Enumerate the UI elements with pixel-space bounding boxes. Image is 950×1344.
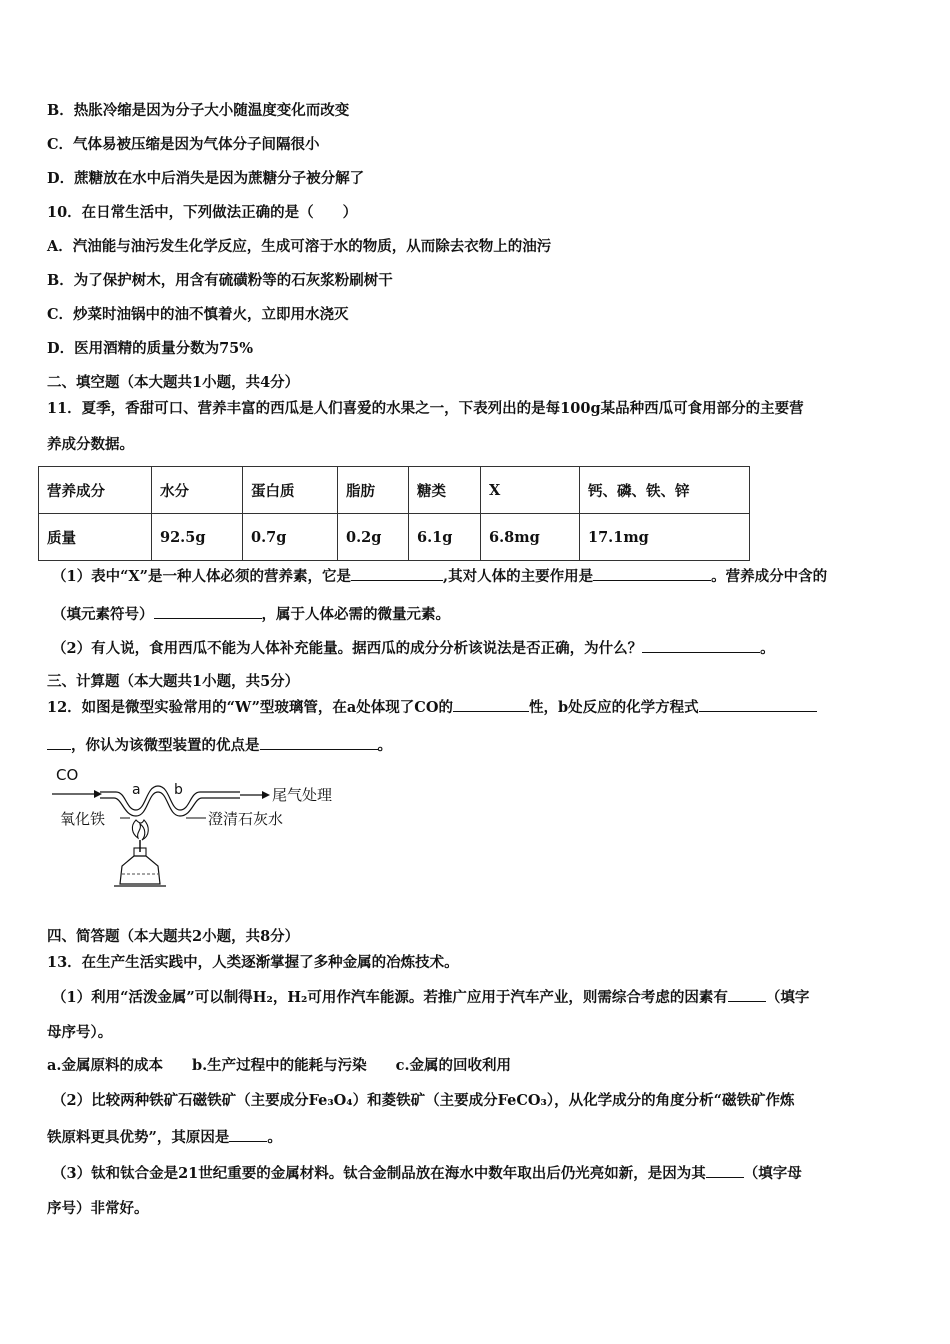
q13-part3-line1: （3）钛和钛合金是21世纪重要的金属材料。钛合金制品放在海水中数年取出后仍光亮如新，是因为其 （填字母 xyxy=(52,1165,802,1182)
label-b: b xyxy=(174,782,183,798)
q10-option-c: C．炒菜时油锅中的油不慎着火，立即用水浇灭 xyxy=(47,306,349,323)
iron-oxide-label: 氧化铁 xyxy=(60,810,106,828)
answer-blank[interactable] xyxy=(351,566,443,581)
outlet-arrowhead-icon xyxy=(262,791,270,799)
exhaust-label: 尾气处理 xyxy=(272,786,333,804)
q10-option-a: A．汽油能与油污发生化学反应，生成可溶于水的物质，从而除去衣物上的油污 xyxy=(47,238,552,255)
table-cell: 92.5g xyxy=(152,514,243,561)
answer-blank[interactable] xyxy=(642,638,760,653)
table-cell: 17.1mg xyxy=(580,514,750,561)
q11-stem-line1: 11．夏季，香甜可口、营养丰富的西瓜是人们喜爱的水果之一，下表列出的是每100g某品种西瓜可食用部分的主要营 xyxy=(47,400,804,417)
answer-blank[interactable] xyxy=(593,566,711,581)
section-2-heading: 二、填空题（本大题共1小题，共4分） xyxy=(47,374,300,391)
answer-blank[interactable] xyxy=(229,1127,267,1142)
answer-blank[interactable] xyxy=(699,697,817,712)
table-cell: 质量 xyxy=(39,514,152,561)
answer-blank[interactable] xyxy=(260,735,378,750)
w-tube-apparatus-diagram xyxy=(50,764,350,894)
flame-icon xyxy=(132,820,148,840)
limewater-label: 澄清石灰水 xyxy=(208,810,284,828)
table-cell: 营养成分 xyxy=(39,467,152,514)
alcohol-burner-icon xyxy=(120,856,160,884)
section-3-heading: 三、计算题（本大题共1小题，共5分） xyxy=(47,673,300,690)
q10-stem: 10．在日常生活中，下列做法正确的是（ ） xyxy=(47,204,358,221)
q13-part2-line1: （2）比较两种铁矿石磁铁矿（主要成分Fe₃O₄）和菱铁矿（主要成分FeCO₃），从化学成分的角度分析“磁铁矿作炼 xyxy=(52,1092,795,1109)
answer-blank[interactable] xyxy=(154,604,262,619)
table-cell: X xyxy=(481,467,580,514)
q11-part1-line1: （1）表中“X”是一种人体必须的营养素，它是 ,其对人体的主要作用是 。营养成分中含的 xyxy=(52,568,828,585)
table-cell: 蛋白质 xyxy=(243,467,338,514)
answer-blank[interactable] xyxy=(728,987,766,1002)
inlet-arrowhead-icon xyxy=(94,790,102,798)
table-cell: 6.8mg xyxy=(481,514,580,561)
q9-option-c: C．气体易被压缩是因为气体分子间隔很小 xyxy=(47,136,320,153)
table-row xyxy=(39,467,750,514)
answer-blank[interactable] xyxy=(706,1163,744,1178)
q13-part2-line2: 铁原料更具优势”，其原因是 。 xyxy=(47,1129,282,1146)
answer-blank[interactable] xyxy=(47,735,71,750)
q13-stem: 13．在生产生活实践中，人类逐渐掌握了多种金属的冶炼技术。 xyxy=(47,954,459,971)
q12-line1: 12．如图是微型实验常用的“W”型玻璃管，在a处体现了CO的 性，b处反应的化学方程式 xyxy=(47,697,817,718)
q11-part2: （2）有人说，食用西瓜不能为人体补充能量。据西瓜的成分分析该说法是否正确，为什么？ 。 xyxy=(52,640,775,657)
table-row xyxy=(39,514,750,561)
table-cell: 糖类 xyxy=(409,467,481,514)
q10-option-b: B．为了保护树木，用含有硫磺粉等的石灰浆粉刷树干 xyxy=(47,272,393,289)
nutrition-table xyxy=(38,466,750,561)
label-a: a xyxy=(132,782,141,798)
q9-option-b: B．热胀冷缩是因为分子大小随温度变化而改变 xyxy=(47,102,350,119)
q13-part1-line1: （1）利用“活泼金属”可以制得H₂，H₂可用作汽车能源。若推广应用于汽车产业，则需综合考虑的因素有 （填字 xyxy=(52,989,810,1006)
table-cell: 6.1g xyxy=(409,514,481,561)
table-cell: 水分 xyxy=(152,467,243,514)
co-label: CO xyxy=(56,766,79,784)
q13-part3-line2: 序号）非常好。 xyxy=(47,1200,149,1217)
answer-blank[interactable] xyxy=(453,697,529,712)
q11-part1-line2: （填元素符号） ，属于人体必需的微量元素。 xyxy=(52,606,450,623)
table-cell: 0.7g xyxy=(243,514,338,561)
q11-stem-line2: 养成分数据。 xyxy=(47,436,134,453)
table-cell: 钙、磷、铁、锌 xyxy=(580,467,750,514)
q13-part1-line2: 母序号）。 xyxy=(47,1024,113,1041)
section-4-heading: 四、简答题（本大题共2小题，共8分） xyxy=(47,928,300,945)
q13-options: a.金属原料的成本 b.生产过程中的能耗与污染 c.金属的回收利用 xyxy=(47,1057,512,1074)
table-cell: 0.2g xyxy=(338,514,409,561)
table-cell: 脂肪 xyxy=(338,467,409,514)
q10-option-d: D．医用酒精的质量分数为75% xyxy=(47,340,254,357)
q12-line2: ，你认为该微型装置的优点是 。 xyxy=(47,735,392,756)
q9-option-d: D．蔗糖放在水中后消失是因为蔗糖分子被分解了 xyxy=(47,170,365,187)
